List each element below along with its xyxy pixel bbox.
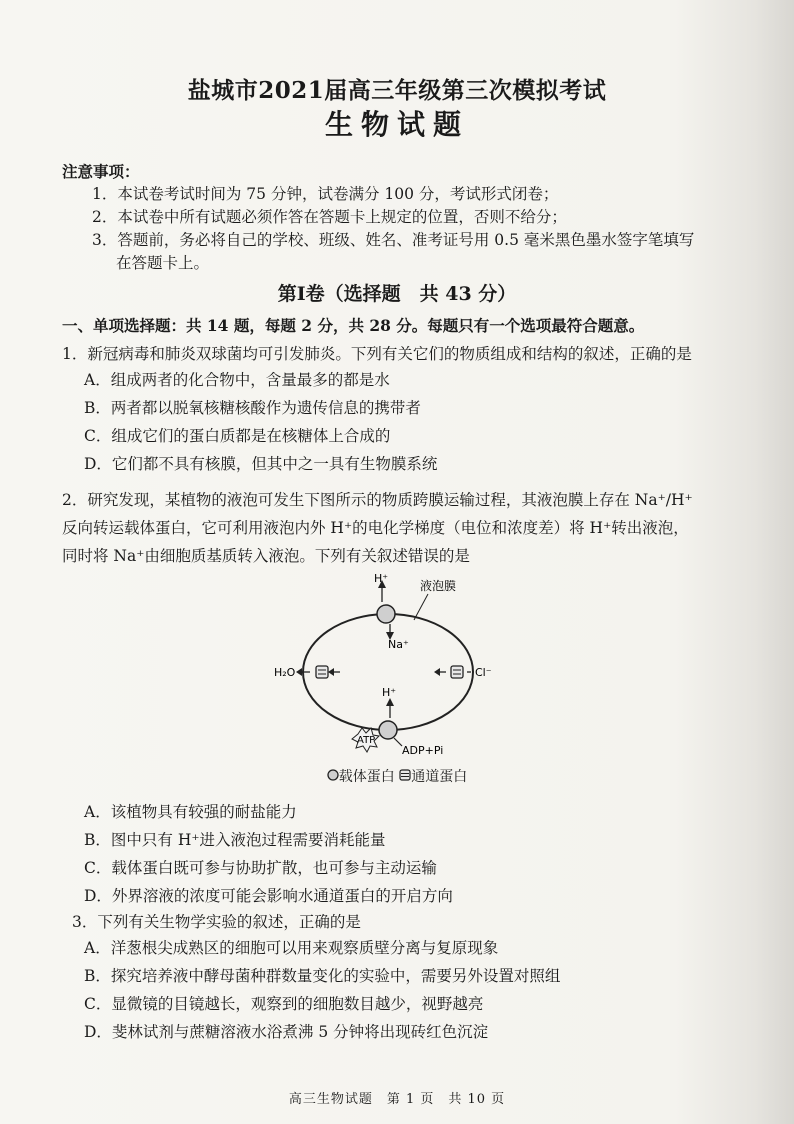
question-stem-continuation: 同时将 Na⁺由细胞质基质转入液泡。下列有关叙述错误的是 <box>62 547 470 565</box>
atp-label: ATP <box>357 735 376 746</box>
question-2 <box>62 486 762 570</box>
legend-carrier-label: 载体蛋白 <box>338 769 395 785</box>
h-ion-bottom-label: H⁺ <box>382 686 397 699</box>
page-footer: 高三生物试题 第 1 页 共 10 页 <box>288 1092 506 1107</box>
carrier-protein-top <box>377 605 395 623</box>
carrier-protein-bottom <box>379 721 397 739</box>
notice-block <box>62 160 762 275</box>
exam-title: 盐城市2021届高三年级第三次模拟考试 <box>187 77 607 104</box>
option-c: C．载体蛋白既可参与协助扩散，也可参与主动运输 <box>84 859 437 877</box>
notice-item: 2．本试卷中所有试题必须作答在答题卡上规定的位置，否则不给分； <box>92 208 567 226</box>
notice-item: 1．本试卷考试时间为 75 分钟，试卷满分 100 分，考试形式闭卷； <box>92 185 559 203</box>
option-a: A．组成两者的化合物中，含量最多的都是水 <box>84 371 390 389</box>
h-ion-top-label: H⁺ <box>374 572 389 585</box>
notice-item-continuation: 在答题卡上。 <box>116 254 210 272</box>
question-3 <box>62 910 762 1046</box>
notice-heading: 注意事项： <box>62 162 140 181</box>
question-stem-continuation: 反向转运载体蛋白，它可利用液泡内外 H⁺的电化学梯度（电位和浓度差）将 H⁺转出液泡， <box>62 519 689 537</box>
question-stem: 3．下列有关生物学实验的叙述，正确的是 <box>72 913 361 931</box>
option-c: C．组成它们的蛋白质都是在核糖体上合成的 <box>84 427 391 445</box>
legend-channel-label: 通道蛋白 <box>411 769 468 785</box>
vacuole-transport-diagram <box>274 572 518 792</box>
option-b: B．探究培养液中酵母菌种群数量变化的实验中，需要另外设置对照组 <box>84 967 561 985</box>
option-a: A．洋葱根尖成熟区的细胞可以用来观察质壁分离与复原现象 <box>84 939 499 957</box>
channel-legend-icon <box>399 769 411 785</box>
cl-label: Cl⁻ <box>475 666 492 679</box>
option-a: A．该植物具有较强的耐盐能力 <box>84 803 297 821</box>
diagram-legend <box>0 766 794 786</box>
option-d: D．斐林试剂与蔗糖溶液水浴煮沸 5 分钟将出现砖红色沉淀 <box>84 1023 489 1041</box>
h2o-label: H₂O <box>274 666 296 679</box>
option-c: C．显微镜的目镜越长，观察到的细胞数目越少，视野越亮 <box>84 995 484 1013</box>
exam-subject: 生物试题 <box>324 108 469 141</box>
adp-label: ADP+Pi <box>402 744 444 757</box>
water-channel <box>316 666 328 678</box>
question-stem: 1．新冠病毒和肺炎双球菌均可引发肺炎。下列有关它们的物质组成和结构的叙述，正确的是 <box>62 345 692 363</box>
question-stem: 2．研究发现，某植物的液泡可发生下图所示的物质跨膜运输过程，其液泡膜上存在 Na⁺/H⁺ <box>62 491 693 509</box>
question-type-line: 一、单项选择题：共 14 题，每题 2 分，共 28 分。每题只有一个选项最符合题意。 <box>62 316 645 335</box>
question-2-options <box>62 798 762 910</box>
membrane-label: 液泡膜 <box>420 579 457 593</box>
option-d: D．外界溶液的浓度可能会影响水通道蛋白的开启方向 <box>84 887 453 905</box>
na-ion-label: Na⁺ <box>388 638 409 651</box>
question-1 <box>62 342 762 478</box>
chloride-channel <box>451 666 463 678</box>
option-d: D．它们都不具有核膜，但其中之一具有生物膜系统 <box>84 455 438 473</box>
section-title: 第Ⅰ卷（选择题 共 43 分） <box>277 283 517 305</box>
carrier-legend-icon <box>327 769 339 785</box>
membrane-pointer <box>414 594 428 620</box>
notice-item: 3．答题前，务必将自己的学校、班级、姓名、准考证号用 0.5 毫米黑色墨水签字笔填写 <box>92 231 695 249</box>
option-b: B．图中只有 H⁺进入液泡过程需要消耗能量 <box>84 831 386 849</box>
option-b: B．两者都以脱氧核糖核酸作为遗传信息的携带者 <box>84 399 421 417</box>
